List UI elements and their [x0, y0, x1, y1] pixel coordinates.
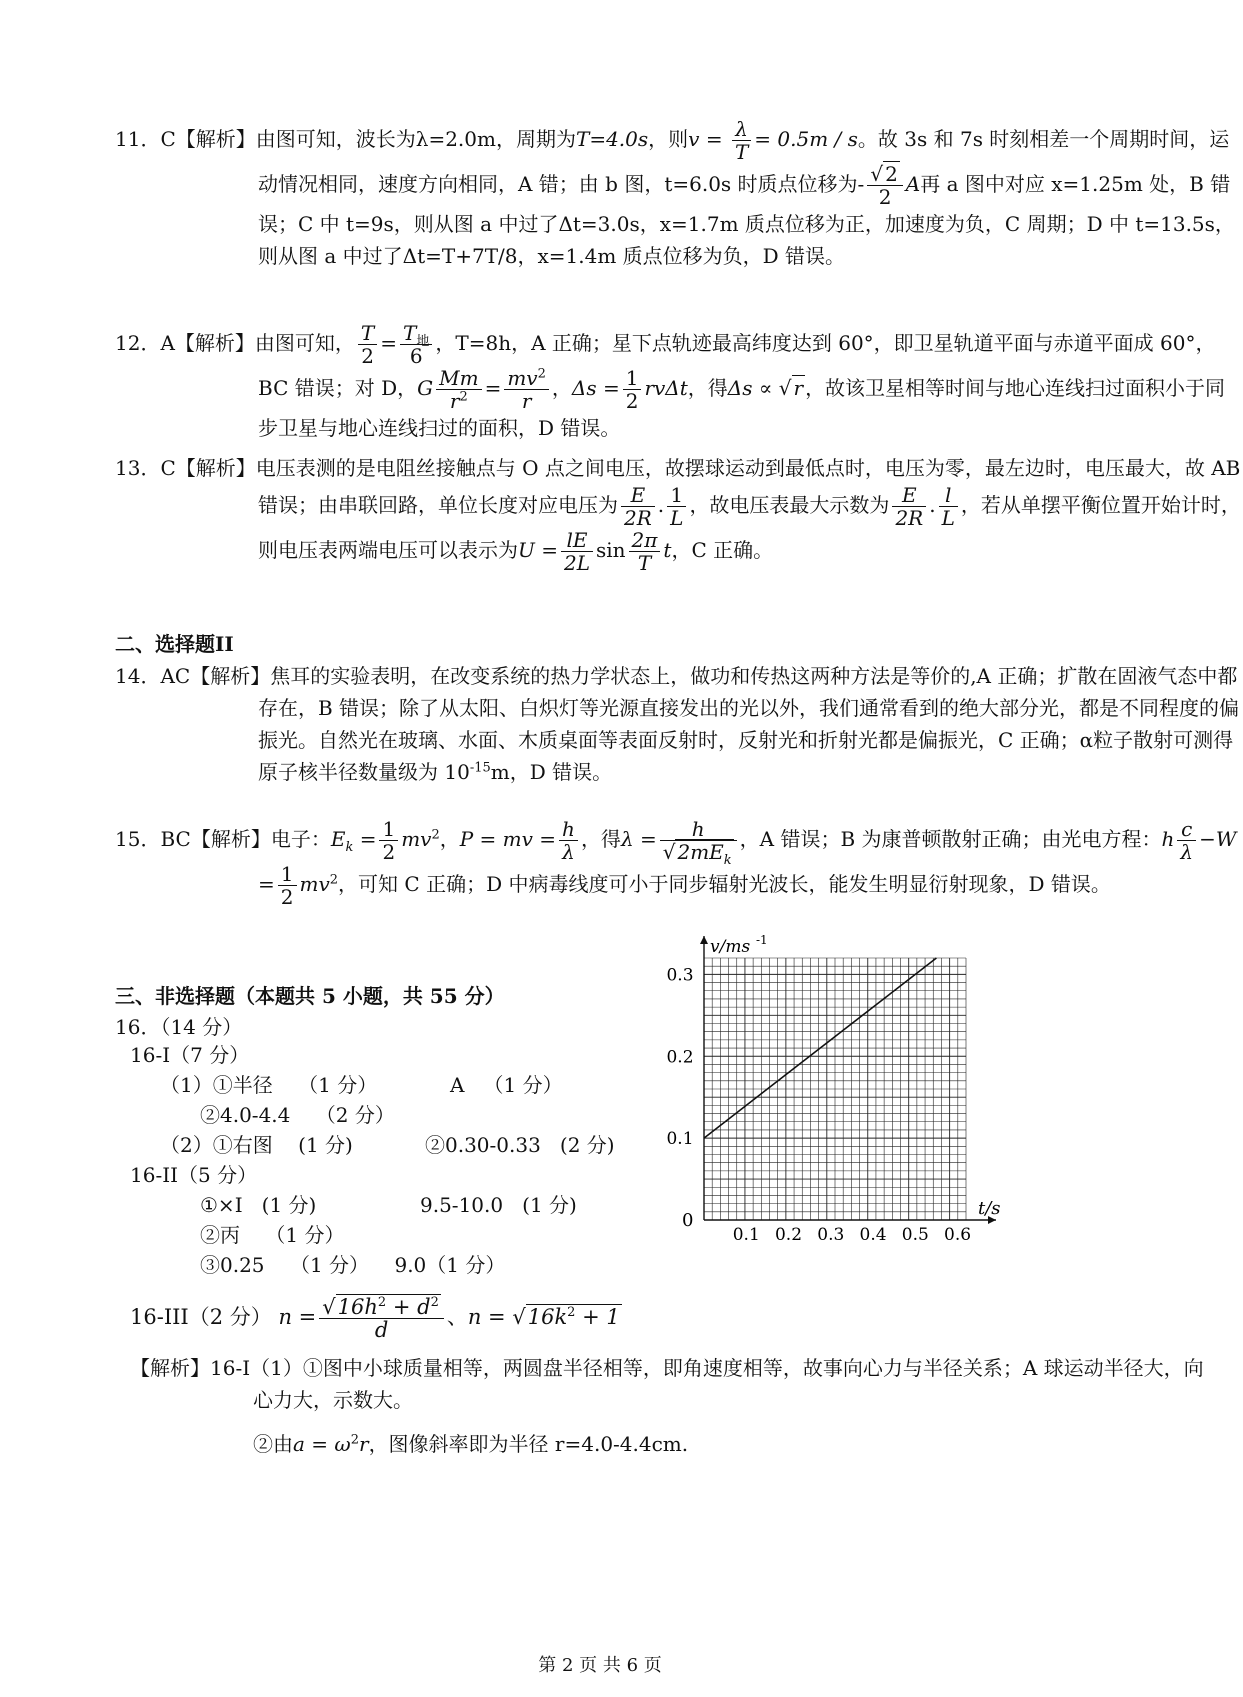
q11-explanation: 11．C【解析】由图可知，波长为λ=2.0m，周期为T=4.0s，则v = $\frac{\lambda}{T}$ = 0.5m / s。故 3s 和 7s 时刻相差一个周期时间，运动情况相同，速度方向相同，A 错；由 b 图，t=6.0s 时质点位移为- $\frac{√ 2}{2}$ A再 a 图中对应 x=1.25m 处，B 错误；C 中 t=9s，则从图 a 中过了Δt=3.0s，x=1.7m 质点位移为正，加速度为负，C 周期；D 中 t=13.5s，则从图 a 中过了Δt=T+7T/8，x=1.4m 质点位移为负，D 错误。: [115, 117, 1235, 268]
section-2-heading: 二、选择题II: [115, 632, 234, 656]
y-tick-label: 0.1: [666, 1129, 694, 1150]
x-axis-label: t/s: [978, 1198, 1001, 1219]
page-footer: 第 2 页 共 6 页: [538, 1655, 662, 1676]
x-tick-label: 0.4: [859, 1225, 887, 1245]
answer-line: ②0.30-0.33 (2 分): [425, 1133, 615, 1157]
q16-1-heading: 16-I（7 分）: [130, 1043, 250, 1067]
section-3-heading: 三、非选择题（本题共 5 小题，共 55 分）: [115, 984, 505, 1008]
q16-explanation-2: ②由$a = \omega^2r$，图像斜率即为半径 r=4.0-4.4cm.: [253, 1432, 689, 1456]
chart-axes: [700, 936, 996, 1224]
y-tick-label: 0.2: [666, 1047, 694, 1068]
y-axis-label-exponent: -1: [756, 933, 768, 947]
jiexi-label: 【解析】: [130, 1356, 210, 1380]
origin-label: 0: [682, 1210, 694, 1231]
q16-3-formula: 16-III（2 分） n = $\frac{√16h^2 + d^2}{d}$ 、$n = √16k^2 + 1$: [130, 1295, 620, 1342]
q16-2-heading: 16-II（5 分）: [130, 1163, 258, 1187]
y-axis-arrow: [700, 936, 708, 944]
answer-line: ②4.0-4.4 （2 分）: [200, 1103, 395, 1127]
answer-line: ②丙 （1 分）: [200, 1223, 345, 1247]
answer-line: （1）①半径 （1 分）: [160, 1073, 378, 1097]
x-tick-label: 0.5: [901, 1225, 929, 1245]
q16-explanation: 【解析】16-I（1）①图中小球质量相等，两圆盘半径相等，即角速度相等，故事向心力与半径关系；A 球运动半径大，向心力大，示数大。: [130, 1356, 1204, 1412]
q11-label: 11．C【解析】: [115, 127, 256, 151]
y-axis-label: v/ms: [710, 937, 751, 957]
answer-line: 9.5-10.0 (1 分): [420, 1193, 577, 1217]
q13-explanation: 13．C【解析】电压表测的是电阻丝接触点与 O 点之间电压，故摆球运动到最低点时，电压为零，最左边时，电压最大，故 AB 错误；由串联回路，单位长度对应电压为 $\frac{E}{2R}$ . $\frac{1}{L}$ ，故电压表最大示数为 $\frac{E}{2R}$ . $\frac{l}{L}$ ，若从单摆平衡位置开始计时，则电压表两端电压可以表示为U = $\frac{lE}{2L}$ sin $\frac{2\pi}{T}$ t，C 正确。: [115, 456, 1241, 575]
x-tick-label: 0.6: [944, 1225, 972, 1245]
q14-explanation: 14．AC【解析】焦耳的实验表明，在改变系统的热力学状态上，做功和传热这两种方法是等价的,A 正确；扩散在固液气态中都存在，B 错误；除了从太阳、白炽灯等光源直接发出的光以外，我们通常看到的绝大部分光，都是不同程度的偏振光。自然光在玻璃、水面、木质桌面等表面反射时，反射光和折射光都是偏振光，C 正确；α粒子散射可测得原子核半径数量级为 $10^{-15}m$，D 错误。: [115, 664, 1240, 784]
q12-explanation: 12．A【解析】由图可知， $\frac{T}{2}$ = $\frac{T_地}{6}$ ，T=8h，A 正确；星下点轨迹最高纬度达到 60°，即卫星轨道平面与赤道平面成 60°，BC 错误；对 D，G $\frac{Mm}{r^2}$ = $\frac{mv^2}{r}$ ，Δs = $\frac{1}{2}$ rvΔt，得Δs ∝ √ r ，故该卫星相等时间与地心连线扫过面积小于同步卫星与地心连线扫过的面积，D 错误。: [115, 321, 1226, 440]
answer-line: ③0.25 （1 分） 9.0（1 分）: [200, 1253, 506, 1277]
x-tick-label: 0.1: [732, 1225, 760, 1245]
velocity-time-chart: [666, 933, 1030, 1255]
q12-label: 12．A【解析】: [115, 331, 255, 355]
sqrt2-over-2: $\frac{√ 2}{2}$: [867, 163, 902, 208]
y-tick-label: 0.3: [666, 965, 694, 986]
lambda-over-T: $\frac{\lambda}{T}$: [732, 118, 751, 163]
answer-line: A （1 分）: [450, 1073, 563, 1097]
answer-line: ①×I (1 分): [200, 1193, 317, 1217]
q16-heading: 16．（14 分）: [115, 1015, 243, 1039]
answer-line: （2）①右图 (1 分): [160, 1133, 353, 1157]
q15-label: 15．BC【解析】: [115, 827, 271, 851]
q13-label: 13．C【解析】: [115, 456, 256, 480]
q14-label: 14．AC【解析】: [115, 664, 271, 688]
x-tick-label: 0.2: [774, 1225, 803, 1245]
x-tick-label: 0.3: [817, 1225, 845, 1245]
chart-grid: [704, 958, 966, 1220]
q15-explanation: 15．BC【解析】电子：$E_k$ = $\frac{1}{2}$ $mv^2$，P = mv = $\frac{h}{\lambda}$ ，得λ = $\frac{h}{√ 2mE_k}$ ，A 错误；B 为康普顿散射正确；由光电方程：h $\frac{c}{\lambda}$ −W = $\frac{1}{2}$ $mv^2$，可知 C 正确；D 中病毒线度可小于同步辐射光波长，能发生明显衍射现象，D 错误。: [115, 817, 1237, 909]
